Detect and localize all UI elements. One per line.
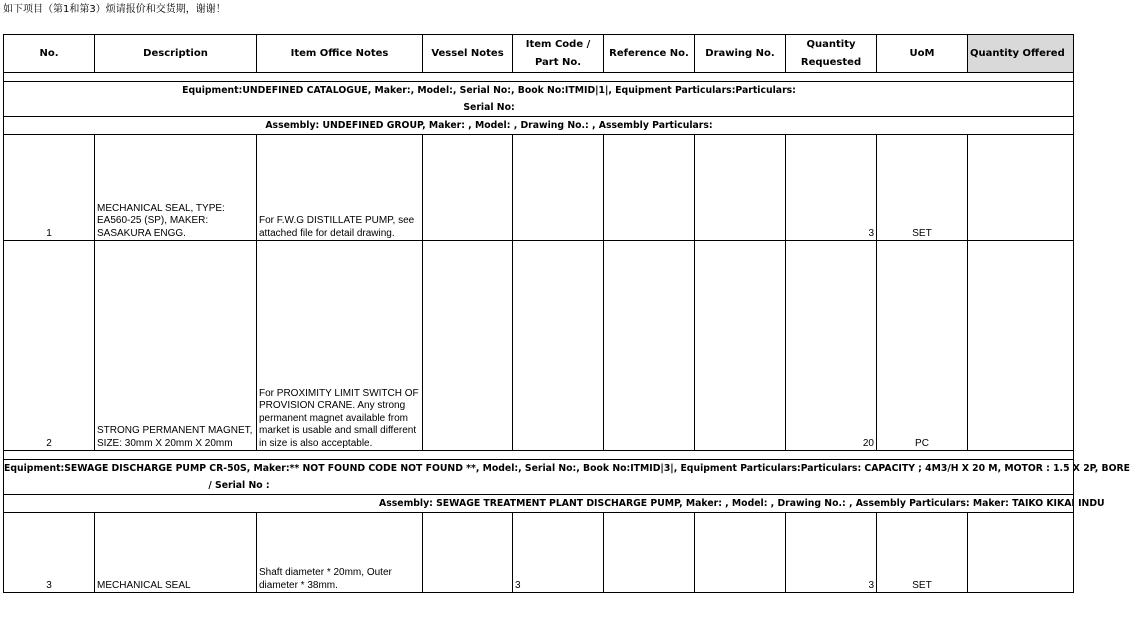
row-reference (604, 513, 695, 593)
header-quantity: Quantity Requested (786, 35, 877, 73)
separator-row (4, 73, 1074, 82)
header-office-notes: Item Office Notes (257, 35, 423, 73)
table-row (4, 135, 1074, 241)
equipment-line-2: Serial No: (463, 102, 515, 113)
row-office-notes: For PROXIMITY LIMIT SWITCH OF PROVISION CRANE. Any strong permanent magnet available from market is usable and small different in size is also acceptable. (257, 241, 423, 451)
row-quantity: 20 (786, 241, 877, 451)
row-quantity-offered (968, 135, 1074, 241)
header-row (4, 35, 1074, 73)
row-reference (604, 241, 695, 451)
row-item-code: 3 (513, 513, 604, 593)
header-vessel-notes: Vessel Notes (423, 35, 513, 73)
row-item-code (513, 241, 604, 451)
row-drawing (695, 135, 786, 241)
row-no: 2 (4, 241, 95, 451)
row-office-notes: For F.W.G DISTILLATE PUMP, see attached file for detail drawing. (257, 135, 423, 241)
row-uom: PC (877, 241, 968, 451)
equipment-line-1: Equipment:UNDEFINED CATALOGUE, Maker:, Model:, Serial No:, Book No:ITMID|1|, Equipment Particulars:Particulars: (182, 85, 796, 96)
assembly-row (4, 117, 1074, 135)
row-drawing (695, 241, 786, 451)
header-quantity-offered: Quantity Offered (968, 35, 1074, 73)
row-vessel-notes (423, 135, 513, 241)
assembly-row (4, 495, 1074, 513)
row-description: MECHANICAL SEAL (95, 513, 257, 593)
row-no: 3 (4, 513, 95, 593)
row-description: MECHANICAL SEAL, TYPE: EA560-25 (SP), MAKER: SASAKURA ENGG. (95, 135, 257, 241)
equipment-line-1: Equipment:SEWAGE DISCHARGE PUMP CR-50S, Maker:** NOT FOUND CODE NOT FOUND **, Model:, Serial No:, Book No:ITMID|3|, Equipment Particulars:Particulars: CAPACITY ; 4M3/H X 20 M, MOTOR : 1.5 X 2P, BORE (4, 463, 1130, 474)
equipment-line-2: / Serial No : (208, 480, 270, 491)
row-uom: SET (877, 513, 968, 593)
row-reference (604, 135, 695, 241)
table-row (4, 513, 1074, 593)
row-no: 1 (4, 135, 95, 241)
row-quantity-offered (968, 513, 1074, 593)
row-quantity: 3 (786, 513, 877, 593)
row-quantity-offered (968, 241, 1074, 451)
table-row (4, 241, 1074, 451)
separator-row (4, 451, 1074, 460)
row-office-notes: Shaft diameter * 20mm, Outer diameter * 38mm. (257, 513, 423, 593)
assembly-text: Assembly: UNDEFINED GROUP, Maker: , Model: , Drawing No.: , Assembly Particulars: (265, 120, 713, 131)
row-vessel-notes (423, 241, 513, 451)
quote-table (3, 34, 1130, 593)
row-drawing (695, 513, 786, 593)
row-uom: SET (877, 135, 968, 241)
assembly-text: Assembly: SEWAGE TREATMENT PLANT DISCHARGE PUMP, Maker: , Model: , Drawing No.: , Assembly Particulars: Maker: TAIKO KIKAI INDU (379, 498, 1105, 509)
row-quantity: 3 (786, 135, 877, 241)
intro-text: 如下项目（第1和第3）烦请报价和交货期，谢谢！ (3, 4, 226, 15)
header-reference: Reference No. (604, 35, 695, 73)
row-item-code (513, 135, 604, 241)
header-drawing: Drawing No. (695, 35, 786, 73)
row-description: STRONG PERMANENT MAGNET, SIZE: 30mm X 20mm X 20mm (95, 241, 257, 451)
row-vessel-notes (423, 513, 513, 593)
header-item-code: Item Code / Part No. (513, 35, 604, 73)
header-description: Description (95, 35, 257, 73)
equipment-row (4, 460, 1074, 495)
header-uom: UoM (877, 35, 968, 73)
header-no: No. (4, 35, 95, 73)
equipment-row (4, 82, 1074, 117)
